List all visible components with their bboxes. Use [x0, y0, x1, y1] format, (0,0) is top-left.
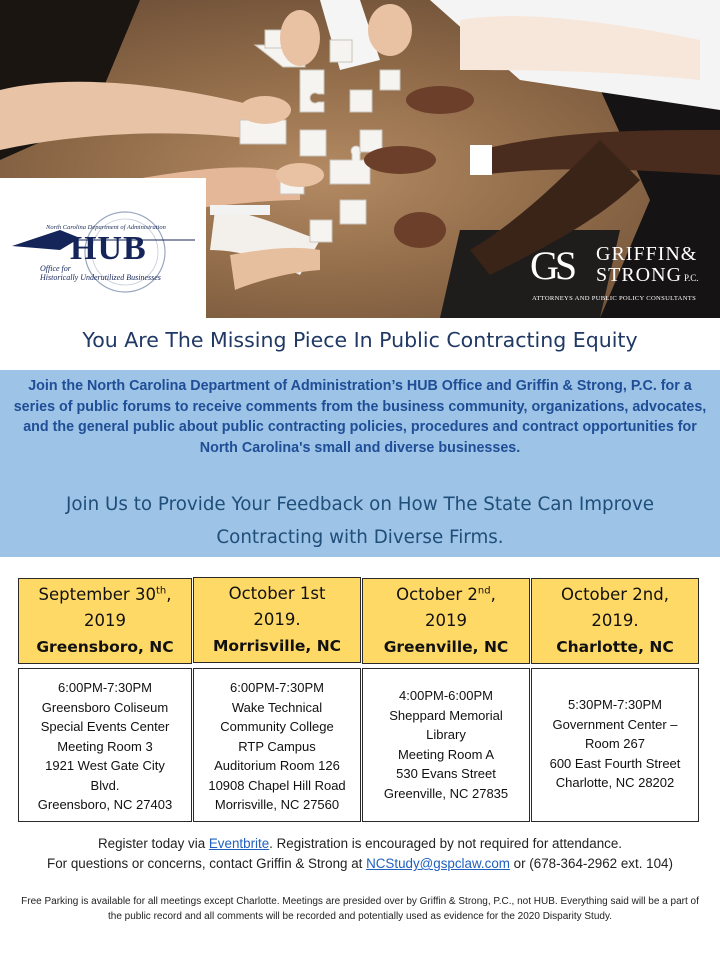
event-detail-line: 10908 Chapel Hill Road — [208, 777, 346, 793]
event-detail-line: Sheppard Memorial — [389, 707, 503, 723]
contact-email-link[interactable]: NCStudy@gspclaw.com — [366, 856, 510, 871]
event-detail-line: Auditorium Room 126 — [214, 758, 340, 773]
event-date-header — [531, 578, 699, 664]
event-detail-line: 6:00PM-7:30PM — [58, 680, 152, 695]
gs-suffix: P.C. — [684, 273, 699, 283]
gs-monogram: GS — [530, 243, 574, 288]
event-detail-line: Meeting Room 3 — [57, 738, 153, 754]
event-detail-line: Government Center – — [552, 716, 678, 732]
contact-line — [0, 856, 720, 871]
event-details — [531, 668, 699, 822]
event-detail-line: 600 East Fourth Street — [549, 755, 681, 771]
event-detail-line: 6:00PM-7:30PM — [230, 680, 324, 695]
event-date-line1: October 2nd, — [561, 585, 669, 604]
gs-tagline: ATTORNEYS AND PUBLIC POLICY CONSULTANTS — [532, 295, 697, 302]
event-detail-line: Wake Technical — [231, 699, 323, 715]
hub-logo-word: HUB — [70, 230, 147, 267]
event-date-line1: September 30th, — [38, 585, 172, 604]
event-detail-line: Library — [426, 727, 466, 742]
contact-suffix: or (678-364-2962 ext. 104) — [509, 856, 673, 871]
event-city: Greensboro, NC — [36, 638, 174, 656]
event-date-line1: October 1st — [228, 584, 326, 603]
event-date-line2: 2019. — [591, 611, 639, 630]
fine-print: Free Parking is available for all meetings except Charlotte. Meetings are presided over by Griffin & Strong, P.C., not HUB. Everything said will be a part of the public record and all comments will be recorded and potentially used as evidence for the 2020 Disparity Study. — [21, 896, 699, 922]
register-prefix: Register today via — [97, 836, 209, 851]
join-us-line1: Join Us to Provide Your Feedback on How The State Can Improve — [65, 494, 655, 515]
event-detail-line: Meeting Room A — [397, 746, 495, 762]
event-date-header — [193, 577, 361, 663]
event-details — [362, 668, 530, 822]
event-detail-line: Greenville, NC 27835 — [383, 785, 509, 801]
event-detail-line: RTP Campus — [238, 738, 316, 754]
event-detail-line: Blvd. — [90, 777, 120, 793]
gs-name-line1: GRIFFIN& — [596, 243, 698, 265]
hub-department-text: North Carolina Department of Administration — [46, 224, 166, 231]
event-date-line2: 2019 — [425, 611, 467, 630]
register-suffix: . Registration is encouraged by not required for attendance. — [269, 836, 623, 851]
event-date-line2: 2019 — [84, 611, 126, 630]
page-headline: You Are The Missing Piece In Public Contracting Equity — [82, 328, 638, 352]
event-city: Greenville, NC — [383, 638, 509, 656]
event-details — [18, 668, 192, 822]
event-details — [193, 668, 361, 822]
hub-office-line2: Historically Underutilized Businesses — [40, 273, 161, 282]
eventbrite-link[interactable]: Eventbrite — [208, 836, 270, 851]
event-date-header — [18, 578, 192, 664]
event-detail-line: Community College — [220, 719, 334, 734]
join-us-callout — [0, 488, 720, 554]
event-detail-line: 5:30PM-7:30PM — [568, 697, 662, 712]
register-line — [0, 836, 720, 851]
event-city: Morrisville, NC — [212, 637, 342, 655]
event-detail-line: Greensboro, NC 27403 — [37, 797, 173, 812]
intro-paragraph: Join the North Carolina Department of Administration’s HUB Office and Griffin & Strong, P.C. for a series of public forums to receive comments from the business community, organizations, advocates, and the general public about public contracting policies, procedures and contract opportunities for North Carolina's small and diverse businesses. — [13, 378, 707, 456]
event-detail-line: Room 267 — [585, 736, 645, 751]
event-detail-line: Charlotte, NC 28202 — [555, 775, 675, 790]
event-detail-line: Special Events Center — [40, 719, 170, 734]
gs-name-line2: STRONG — [596, 264, 683, 286]
join-us-line2: Contracting with Diverse Firms. — [216, 527, 504, 548]
event-date-line2: 2019. — [253, 610, 301, 629]
event-city: Charlotte, NC — [556, 638, 674, 656]
event-detail-line: 4:00PM-6:00PM — [399, 688, 493, 703]
event-detail-line: Morrisville, NC 27560 — [214, 797, 340, 812]
contact-prefix: For questions or concerns, contact Griffin & Strong at — [47, 856, 367, 871]
event-detail-line: Greensboro Coliseum — [41, 699, 169, 715]
event-date-header — [362, 578, 530, 664]
event-detail-line: 530 Evans Street — [396, 766, 496, 781]
event-detail-line: 1921 West Gate City — [45, 758, 165, 773]
hub-office-line1: Office for — [40, 264, 71, 273]
event-date-line1: October 2nd, — [396, 585, 496, 604]
